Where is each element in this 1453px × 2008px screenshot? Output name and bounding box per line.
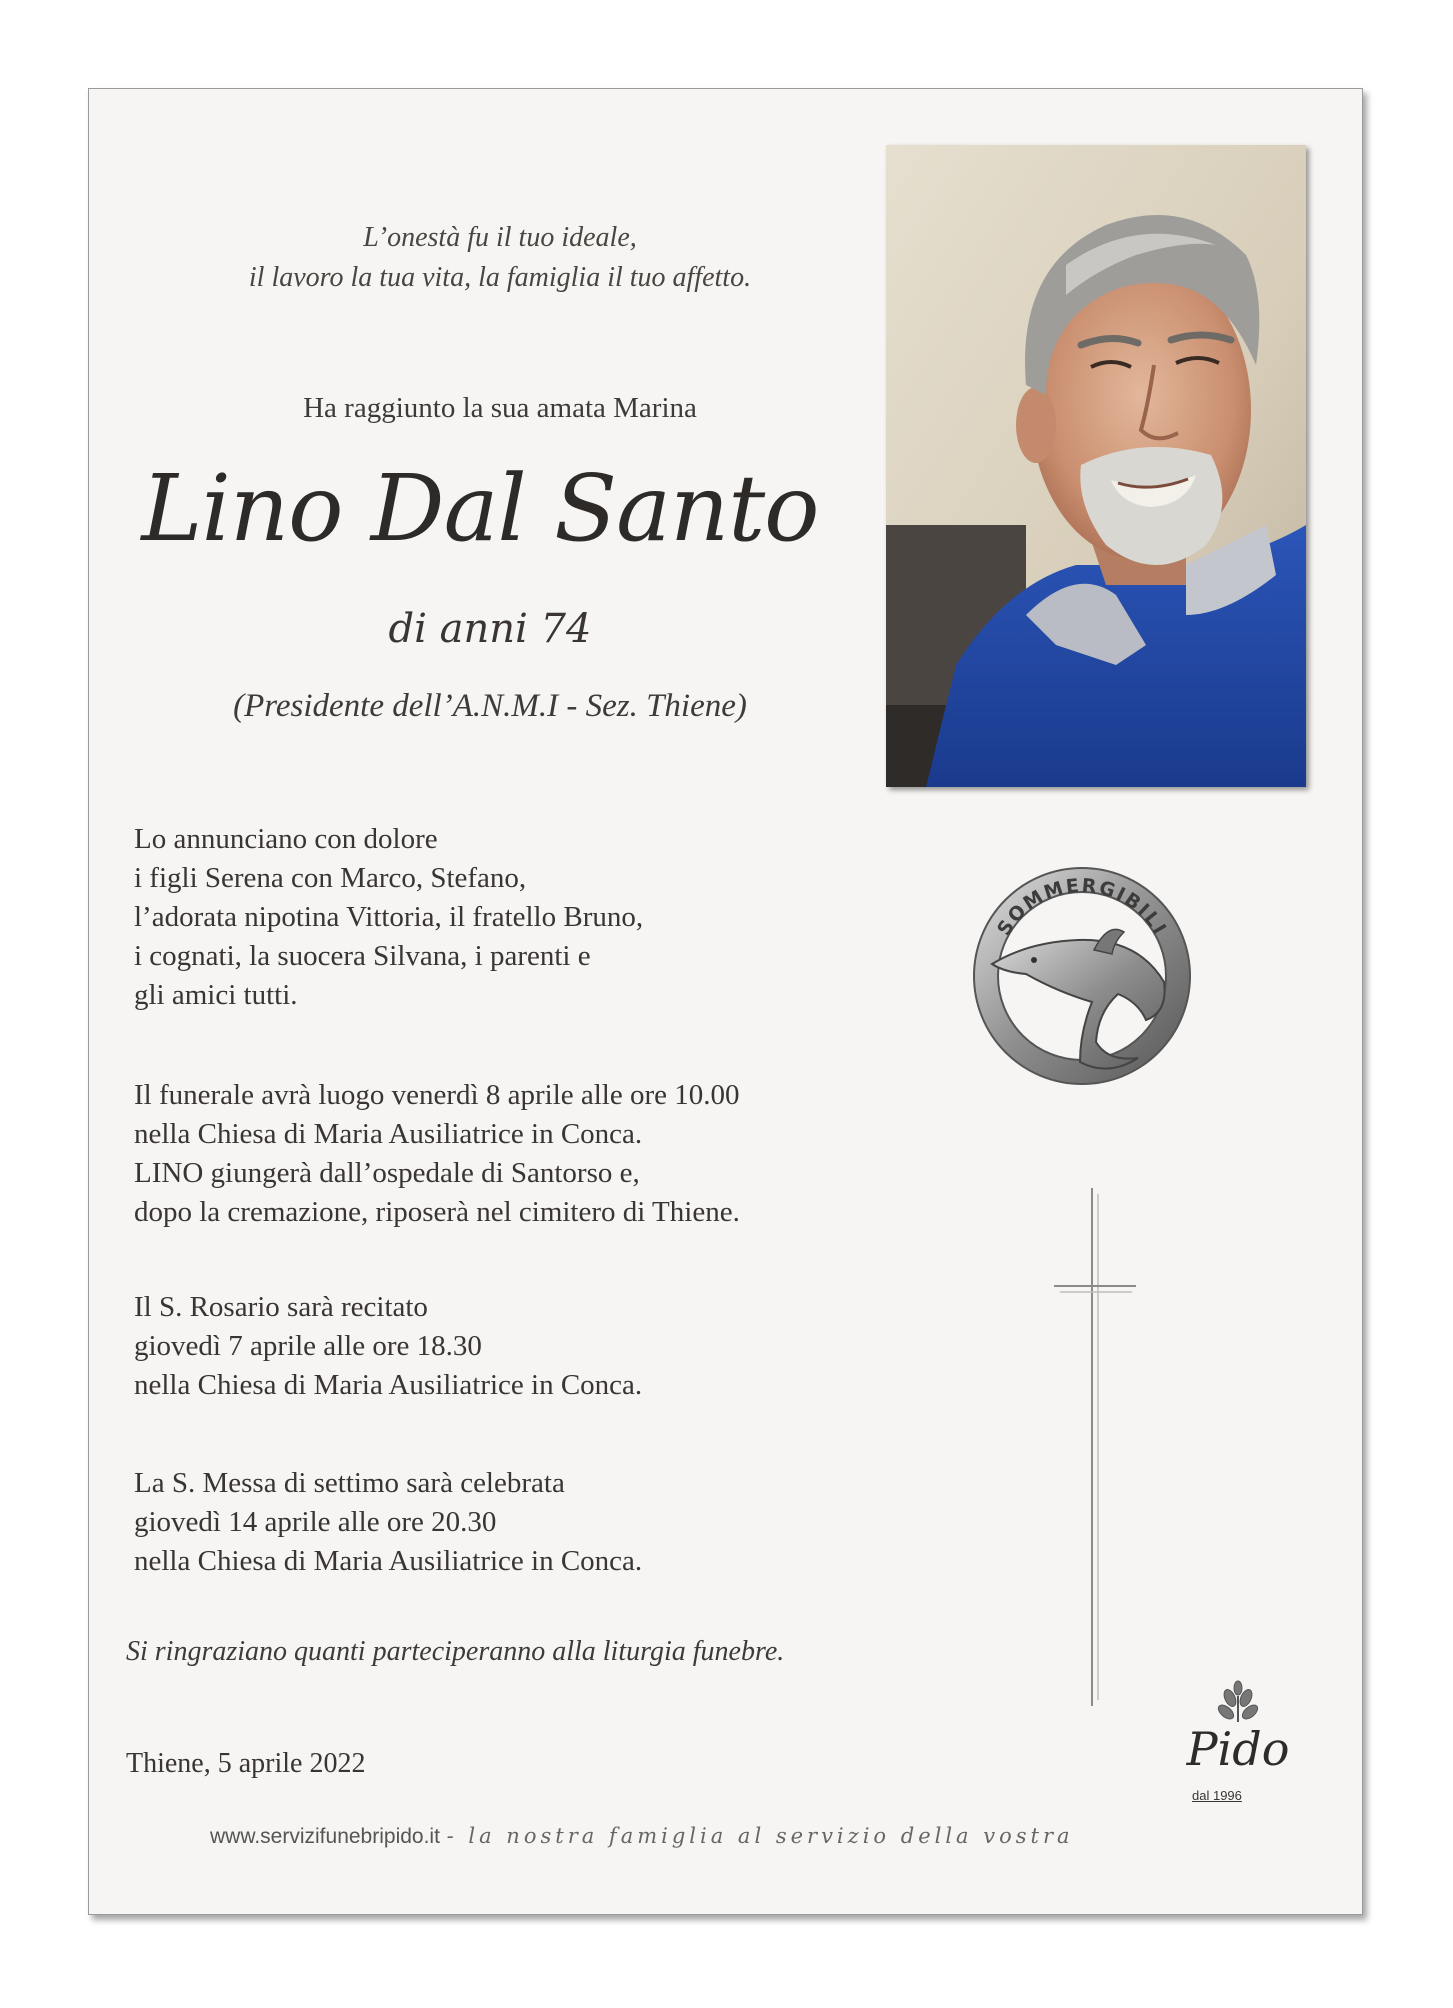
badge-text: SOMMERGIBILI [992, 874, 1172, 940]
announcement-line: Lo annunciano con dolore [134, 823, 438, 855]
epigraph [150, 218, 850, 298]
logo-brand: Pido [1186, 1722, 1290, 1776]
footer-tagline: - la nostra famiglia al servizio della vostra [446, 1824, 1074, 1848]
epigraph-line-2: il lavoro la tua vita, la famiglia il tuo affetto. [248, 262, 752, 293]
epigraph-line-1: L’onestà fu il tuo ideale, [363, 222, 637, 253]
mass-line: giovedì 14 aprile alle ore 20.30 [134, 1506, 497, 1538]
announcement-line: i cognati, la suocera Silvana, i parenti e [134, 940, 591, 972]
deceased-title: (Presidente dell’A.N.M.I - Sez. Thiene) [233, 688, 747, 724]
footer [210, 1824, 1110, 1849]
funeral-line: dopo la cremazione, riposerà nel cimitero di Thiene. [134, 1196, 740, 1228]
thanks-text: Si ringraziano quanti parteciperanno alla liturgia funebre. [126, 1636, 785, 1667]
laurel-icon [1216, 1681, 1260, 1722]
deceased-age: di anni 74 [388, 606, 592, 652]
deceased-name: Lino Dal Santo [141, 455, 819, 562]
announcement-line: l’adorata nipotina Vittoria, il fratello Bruno, [134, 901, 644, 933]
logo-since: dal 1996 [1192, 1788, 1242, 1803]
intro-text: Ha raggiunto la sua amata Marina [303, 392, 697, 424]
funeral-line: LINO giungerà dall’ospedale di Santorso e, [134, 1157, 640, 1189]
announcement-line: i figli Serena con Marco, Stefano, [134, 862, 527, 894]
svg-text:SOMMERGIBILI [993, 875, 1171, 940]
mass-line: La S. Messa di settimo sarà celebrata [134, 1467, 565, 1499]
rosary-line: Il S. Rosario sarà recitato [134, 1291, 428, 1323]
footer-url[interactable]: www.servizifunebripido.it [210, 1825, 440, 1848]
rosary-line: giovedì 7 aprile alle ore 18.30 [134, 1330, 482, 1362]
funeral-line: Il funerale avrà luogo venerdì 8 aprile alle ore 10.00 [134, 1079, 740, 1111]
mass-paragraph [134, 1464, 894, 1581]
place-date: Thiene, 5 aprile 2022 [126, 1748, 366, 1779]
announcement-paragraph [134, 820, 894, 1015]
announcement-line: gli amici tutti. [134, 979, 298, 1011]
cross-icon [1052, 1188, 1138, 1706]
submarine-dolphin-badge-icon [968, 862, 1196, 1090]
funeral-home-logo [1178, 1676, 1298, 1826]
funeral-line: nella Chiesa di Maria Ausiliatrice in Conca. [134, 1118, 643, 1150]
portrait-photo [886, 145, 1306, 787]
rosary-line: nella Chiesa di Maria Ausiliatrice in Conca. [134, 1369, 643, 1401]
rosary-paragraph [134, 1288, 894, 1405]
funeral-paragraph [134, 1076, 894, 1232]
mass-line: nella Chiesa di Maria Ausiliatrice in Conca. [134, 1545, 643, 1577]
